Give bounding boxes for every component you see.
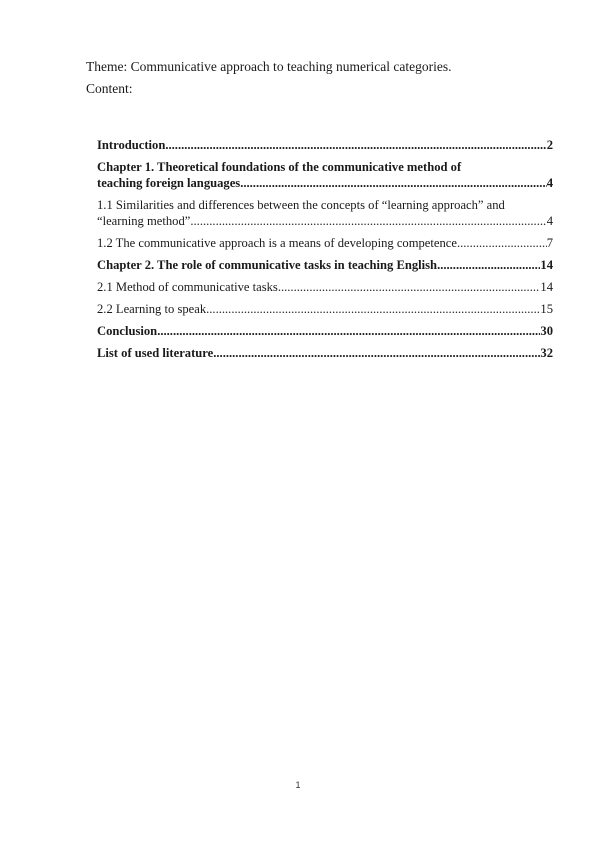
page-number: 1 [295, 780, 301, 790]
toc-page-number: 2 [546, 138, 553, 152]
toc-entry-section-2-1[interactable] [97, 279, 553, 295]
toc-page-number: 7 [546, 236, 553, 250]
toc-leader-dots [457, 235, 547, 251]
toc-leader-dots [240, 175, 547, 191]
toc-entry-section-2-2[interactable] [97, 301, 553, 317]
table-of-contents [97, 137, 553, 367]
toc-entry-title: 1.2 The communicative approach is a means of developing competence [97, 236, 457, 250]
toc-entry-title-line-1: 1.1 Similarities and differences between the concepts of “learning approach” and [97, 198, 505, 212]
toc-entry-conclusion[interactable] [97, 323, 553, 339]
toc-entry-title: 2.1 Method of communicative tasks [97, 280, 278, 294]
toc-entry-title: Conclusion [97, 324, 158, 338]
toc-leader-dots [157, 323, 540, 339]
toc-entry-introduction[interactable] [97, 137, 553, 153]
toc-entry-chapter-2[interactable] [97, 257, 553, 273]
content-label: Content: [86, 81, 133, 96]
toc-page-number: 30 [540, 324, 553, 338]
toc-leader-dots [165, 137, 546, 153]
toc-leader-dots [190, 213, 546, 229]
toc-page-number: 15 [540, 302, 553, 316]
toc-entry-literature[interactable] [97, 345, 553, 361]
toc-page-number: 32 [540, 346, 553, 360]
toc-page-number: 14 [540, 258, 553, 272]
toc-entry-title-line-1: Chapter 1. Theoretical foundations of the communicative method of [97, 160, 462, 174]
toc-entry-title: List of used literature [97, 346, 214, 360]
toc-entry-title: 2.2 Learning to speak [97, 302, 207, 316]
toc-leader-dots [437, 257, 540, 273]
toc-leader-dots [206, 301, 540, 317]
toc-leader-dots [213, 345, 540, 361]
toc-entry-section-1-2[interactable] [97, 235, 553, 251]
toc-page-number: 4 [546, 214, 553, 228]
toc-leader-dots [278, 279, 541, 295]
toc-page-number: 4 [546, 176, 553, 190]
toc-entry-title-line-2: “learning method” [97, 214, 191, 228]
toc-entry-section-1-1[interactable] [97, 197, 553, 229]
toc-entry-title: Introduction [97, 138, 166, 152]
toc-entry-chapter-1[interactable] [97, 159, 553, 191]
toc-entry-title: Chapter 2. The role of communicative tasks in teaching English [97, 258, 438, 272]
toc-entry-title-line-2: teaching foreign languages [97, 176, 241, 190]
toc-page-number: 14 [540, 280, 553, 294]
theme-line: Theme: Communicative approach to teaching numerical categories. [86, 59, 452, 74]
